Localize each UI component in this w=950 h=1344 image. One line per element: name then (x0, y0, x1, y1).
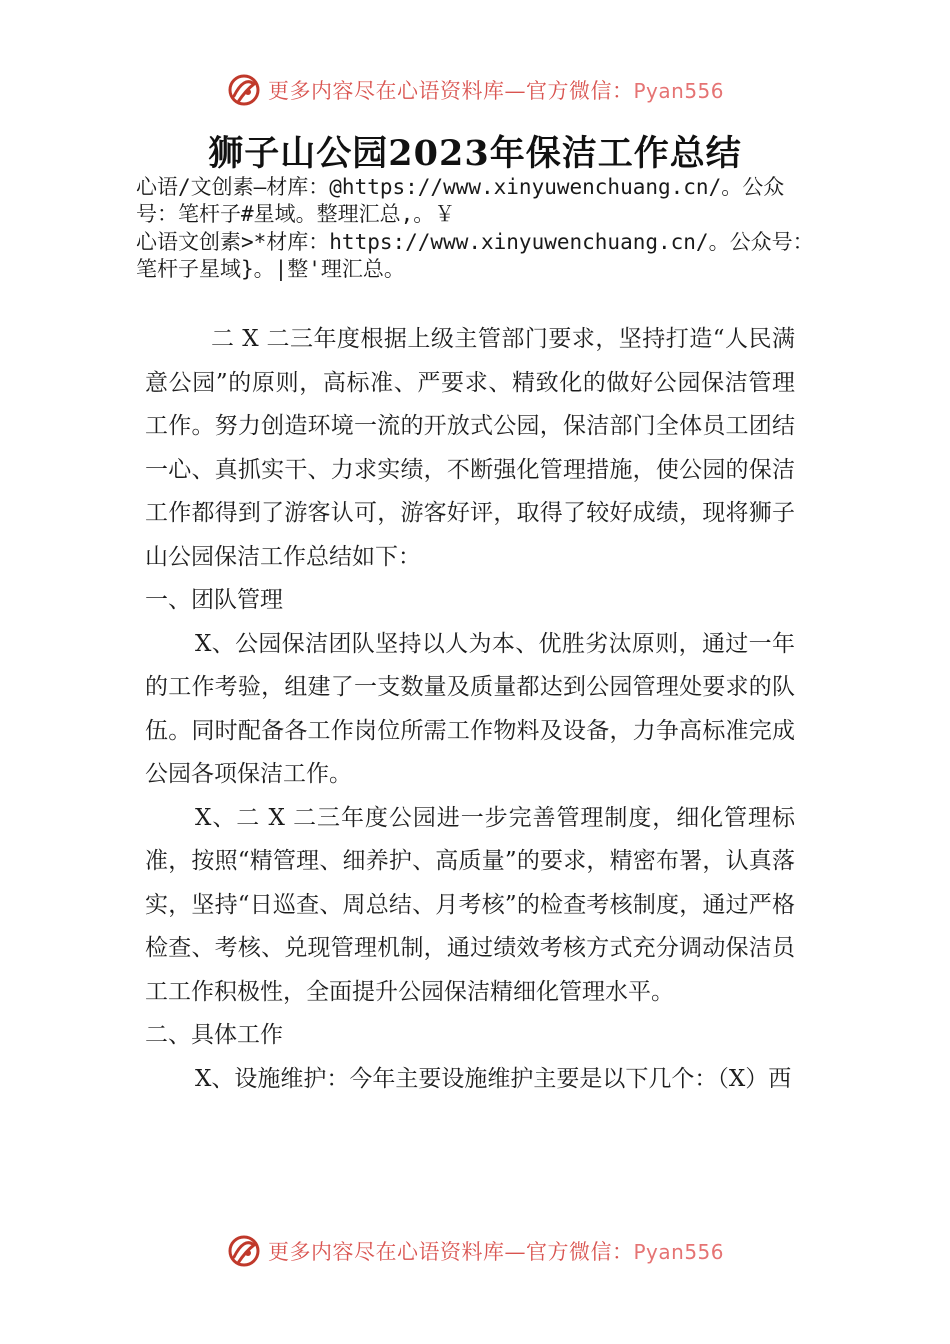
wechat-id: Pyan556 (633, 1240, 724, 1264)
meta-line-2: 心语文创素>*材库：https://www.xinyuwenchuang.cn/。公众号：笔杆子星域}。|整'理汇总。 (136, 230, 814, 281)
ink-seal-icon (226, 1233, 262, 1269)
wechat-id: Pyan556 (633, 79, 724, 103)
document-body (145, 318, 795, 1101)
watermark-text: 更多内容尽在心语资料库—官方微信：Pyan556 (267, 1240, 724, 1264)
intro-paragraph: 二 X 二三年度根据上级主管部门要求，坚持打造“人民满意公园”的原则，高标准、严要求、精致化的做好公园保洁管理工作。努力创造环境一流的开放式公园，保洁部门全体员工团结一心、真抓实干、力求实绩，不断强化管理措施，使公园的保洁工作都得到了游客认可，游客好评，取得了较好成绩，现将狮子山公园保洁工作总结如下： (145, 326, 795, 570)
watermark-banner-top (0, 72, 950, 108)
section-1-heading: 一、团队管理 (145, 587, 283, 613)
ink-seal-icon (226, 72, 262, 108)
section-1-paragraph-2: X、二 X 二三年度公园进一步完善管理制度，细化管理标准，按照“精管理、细养护、高质量”的要求，精密布署，认真落实，坚持“日巡查、周总结、月考核”的检查考核制度，通过严格检查、考核、兑现管理机制，通过绩效考核方式充分调动保洁员工工作积极性，全面提升公园保洁精细化管理水平。 (145, 804, 795, 1005)
section-2-heading: 二、具体工作 (145, 1022, 283, 1048)
section-2-paragraph-1: X、设施维护：今年主要设施维护主要是以下几个：（X）西 (195, 1065, 792, 1092)
section-1-paragraph-1: X、公园保洁团队坚持以人为本、优胜劣汰原则，通过一年的工作考验，组建了一支数量及质量都达到公园管理处要求的队伍。同时配备各工作岗位所需工作物料及设备，力争高标准完成公园各项保洁工作。 (145, 630, 795, 787)
watermark-text: 更多内容尽在心语资料库—官方微信：Pyan556 (267, 79, 724, 103)
document-title: 狮子山公园2023年保洁工作总结 (208, 133, 742, 174)
watermark-banner-bottom (0, 1233, 950, 1269)
meta-line-1: 心语/文创素—材库：@https://www.xinyuwenchuang.cn/。公众号：笔杆子#星域。整理汇总,。￥ (136, 175, 785, 226)
